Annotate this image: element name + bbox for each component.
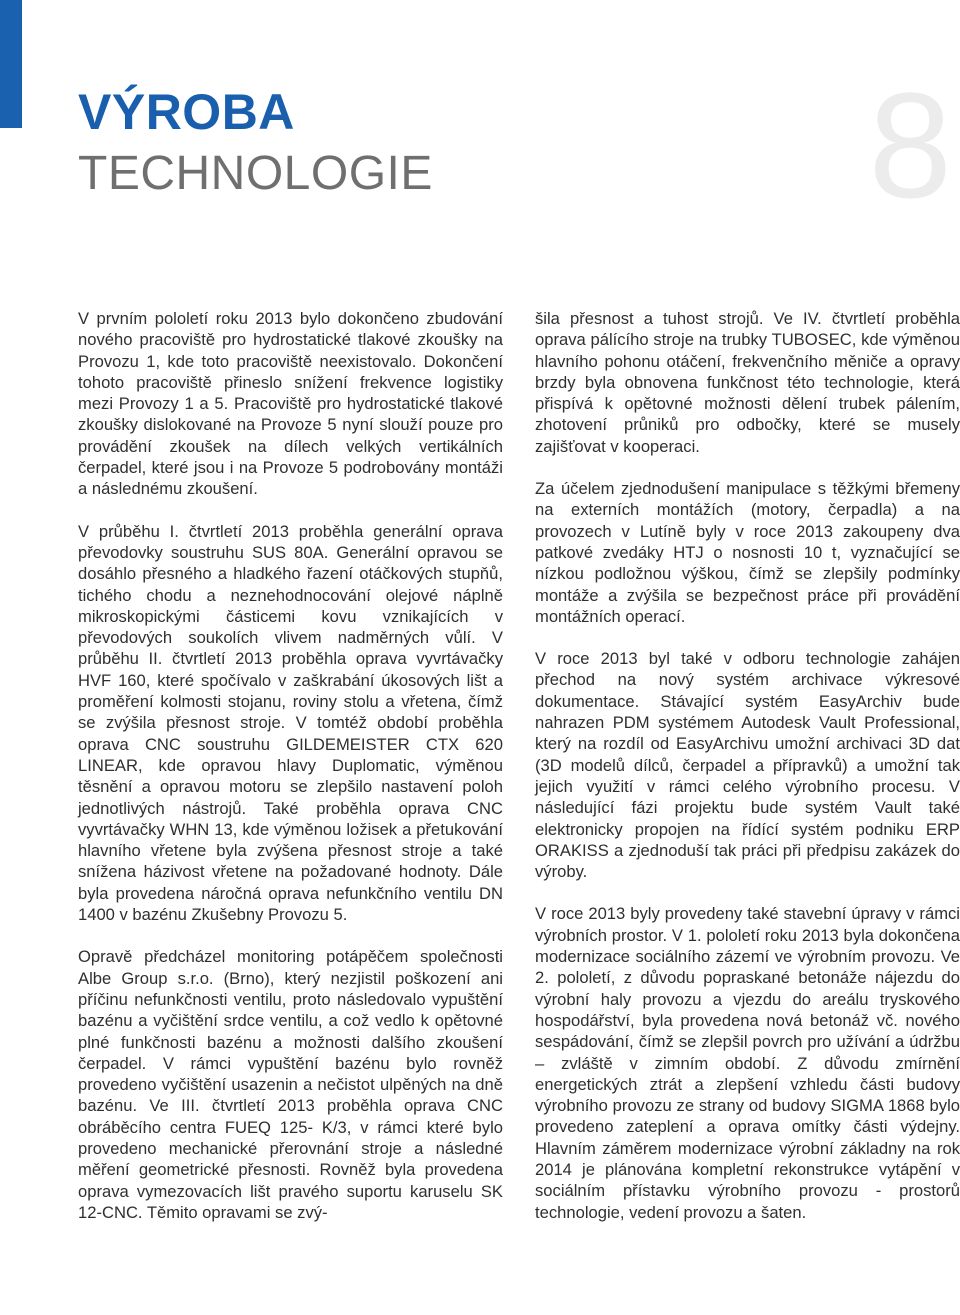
paragraph: šila přesnost a tuhost strojů. Ve IV. čtvrtletí proběhla oprava pálícího stroje na trubky TUBOSEC, kde výměnou hlavního pohonu otáčení, frekvenčního měniče a opravy brzdy byla obnovena funkčnost této technologie, která přispívá k opětovné možnosti dělení trubek pálením, zhotovení průniků pro odbočky, které se musely zajišťovat v kooperaci. [535, 309, 960, 456]
chapter-number: 8 [868, 61, 952, 229]
paragraph: Opravě předcházel monitoring potápěčem společnosti Albe Group s.r.o. (Brno), který nezjistil poškození ani příčinu nefunkčnosti ventilu, proto následovalo vypuštění bazénu a vyčištění srdce ventilu, a což vedlo k opětovné plné funkčnosti bazénu a možnosti dalšího zkoušení čerpadel. V rámci vypuštění bazénu bylo rovněž provedeno vyčištění usazenin a nečistot ulpěných na dně bazénu. Ve III. čtvrtletí 2013 proběhla oprava CNC obráběcího centra FUEQ 125- K/3, v rámci které bylo provedeno mechanické přerovnání stroje a následné měření geometrické přesnosti. Rovněž byla provedena oprava vymezovacích lišt pravého suportu karuselu SK 12-CNC. Těmito opravami se zvý- [78, 947, 503, 1222]
left-text-column [78, 308, 503, 1223]
section-title: VÝROBA [78, 84, 295, 140]
accent-bar [0, 0, 22, 128]
paragraph: V roce 2013 byl také v odboru technologie zahájen přechod na nový systém archivace výkresové dokumentace. Stávající systém EasyArchiv bude nahrazen PDM systémem Autodesk Vault Professional, který na rozdíl od EasyArchivu umožní archivaci 3D dat (3D modelů dílců, čerpadel a přípravků) a umožní tak jejich využití v rámci celého výrobního procesu. V následující fázi projektu bude systém Vault také elektronicky propojen na řídící systém podniku ERP ORAKISS a zjednoduší tak práci při předpisu zakázek do výroby. [535, 649, 960, 882]
paragraph: V průběhu I. čtvrtletí 2013 proběhla generální oprava převodovky soustruhu SUS 80A. Generální opravou se dosáhlo přesného a hladkého řazení otáčkových stupňů, tichého chodu a neznehodnocování olejové náplně mikroskopickými částicemi kovu vznikajících v převodových soukolích vlivem nadměrných vůlí. V průběhu II. čtvrtletí 2013 proběhla oprava vyvrtávačky HVF 160, které spočívalo v zaškrabání úkosových lišt a proměření kolmosti stojanu, roviny stolu a vřetena, čímž se zvýšila přesnost stroje. V tomtéž období proběhla oprava CNC soustruhu GILDEMEISTER CTX 620 LINEAR, kde opravou hlavy Duplomatic, výměnou těsnění a opravou motoru se zlepšilo nastavení poloh jednotlivých nástrojů. Také proběhla oprava CNC vyvrtávačky WHN 13, kde výměnou ložisek a přetukování hlavního vřetene byla zvýšena přesnost stroje a také snížena házivost vřetene na požadované hodnoty. Dále byla provedena náročná oprava nefunkčního ventilu DN 1400 v bazénu Zkušebny Provozu 5. [78, 521, 503, 925]
paragraph: V roce 2013 byly provedeny také stavební úpravy v rámci výrobních prostor. V 1. pololetí roku 2013 byla dokončena modernizace sociálního zázemí ve výrobním provozu. Ve 2. pololetí, z důvodu popraskané betonáže nájezdu do výrobní haly provozu a vjezdu do areálu tryskového hospodářství, byla provedena nová betonáž vč. nového sespádování, čímž se zlepšil povrch pro užívání a údržbu – zvláště v zimním období. Z důvodu zmírnění energetických ztrát a zlepšení vzhledu části budovy výrobního provozu ze strany od budovy SIGMA 1868 bylo provedeno zateplení a oprava omítky části výdejny. Hlavním záměrem modernizace výrobní základny na rok 2014 je plánována kompletní rekonstrukce vytápění v sociálním přístavku výrobního provozu - prostorů technologie, vedení provozu a šaten. [535, 904, 960, 1222]
right-text-column [535, 308, 960, 1223]
paragraph: Za účelem zjednodušení manipulace s těžkými břemeny na externích montážích (motory, čerpadla) a na provozech v Lutíně byly v roce 2013 zakoupeny dva patkové zvedáky HTJ o nosnosti 10 t, vyznačující se nízkou podložnou výškou, čímž se zlepšily podmínky montáže a zvýšila se bezpečnost práce při provádění montážních operací. [535, 479, 960, 626]
paragraph: V prvním pololetí roku 2013 bylo dokončeno zbudování nového pracoviště pro hydrostatické tlakové zkoušky na Provozu 1, kde toto pracoviště neexistovalo. Dokončení tohoto pracoviště přineslo snížení frekvence logistiky mezi Provozy 1 a 5. Pracoviště pro hydrostatické tlakové zkoušky dislokované na Provoze 5 nyní slouží pouze pro provádění zkoušek na dílech velkých vertikálních čerpadel, které jsou i na Provoze 5 podrobovány montáži a následnému zkoušení. [78, 309, 503, 499]
section-subtitle: TECHNOLOGIE [78, 147, 433, 200]
